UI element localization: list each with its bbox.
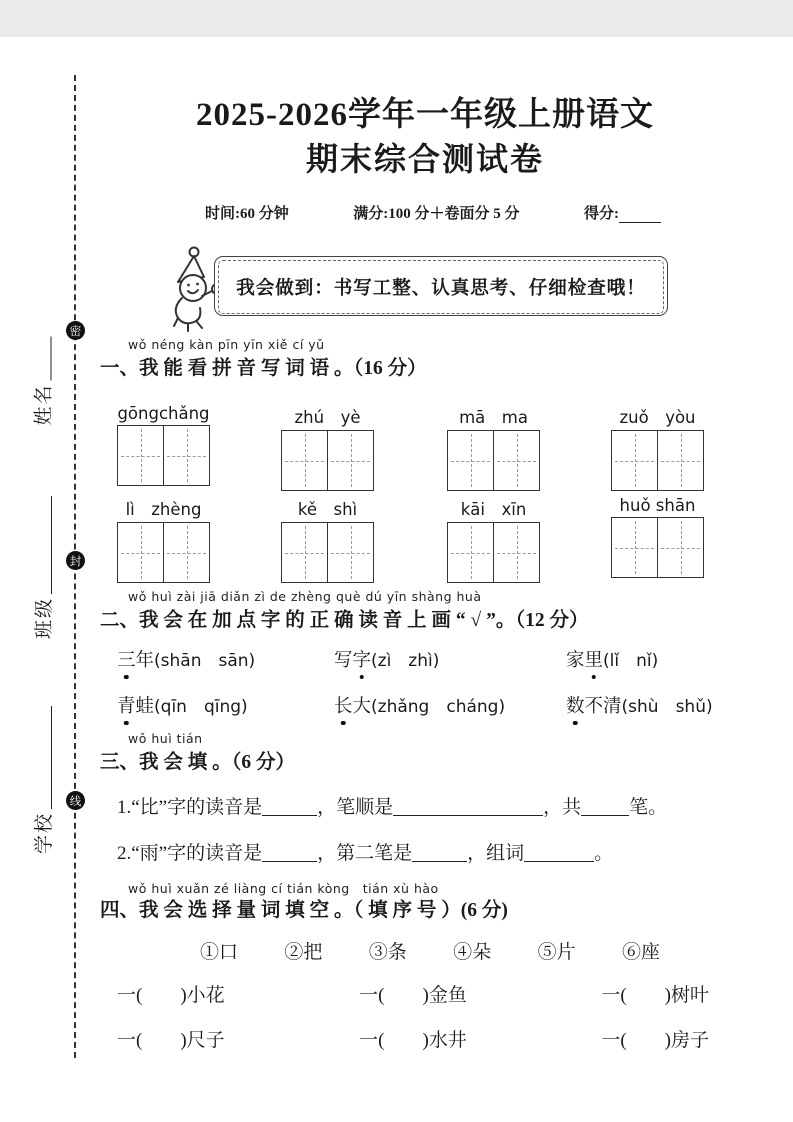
writing-grid[interactable] [447,430,540,491]
pinyin-word-box [281,404,374,491]
answer-blank[interactable] [393,796,543,816]
seal-char-xian: 线 [66,791,85,810]
writing-grid[interactable] [117,425,210,486]
answer-blank[interactable] [524,842,594,862]
seal-char-mi: 密 [66,321,85,340]
pinyin-options: (shān sān) [154,651,256,671]
score-blank[interactable] [619,206,661,223]
score-label: 得分: [584,206,619,222]
pinyin-options: (zì zhì) [371,651,440,671]
school-field [30,706,54,854]
pinyin-label: kāi xīn [460,500,527,519]
measure-word-row [117,980,709,1007]
dotted-char: 青 [117,697,136,717]
pinyin-label: gōngchǎng [117,404,210,423]
page-subtitle: 期末综合测试卷 [305,141,544,177]
option-2: ②把 [284,942,323,963]
name-label: 姓名 [33,383,54,426]
dotted-char: 里 [584,651,604,671]
motto-text: 我会做到：书写工整、认真思考、仔细检查哦！ [218,260,664,314]
measure-word-blank[interactable]: 一( )尺子 [117,1030,225,1051]
pronunciation-item[interactable]: 家里(lǐ nǐ) [566,651,659,671]
option-4: ④朵 [453,942,492,963]
name-blank[interactable] [32,336,51,380]
option-1: ①口 [200,942,239,963]
pinyin-word-box [611,496,704,578]
measure-word-blank[interactable]: 一( )小花 [117,985,225,1006]
pronunciation-item[interactable]: 三年(shān sān) [117,651,256,671]
pronunciation-item[interactable]: 长大(zhǎng cháng) [334,697,506,717]
answer-blank[interactable] [262,842,317,862]
dotted-char: 数 [566,697,585,717]
section4-heading: 四、我 会 选 择 量 词 填 空 。（ 填 序 号 ）(6 分) [100,900,508,921]
pinyin-word-box [117,404,210,486]
writing-grid[interactable] [117,522,210,583]
name-field [30,331,54,426]
answer-blank[interactable] [581,796,629,816]
writing-grid[interactable] [281,430,374,491]
pinyin-word-box [611,404,704,491]
section2-heading: 二、我 会 在 加 点 字 的 正 确 读 音 上 画 “ √ ”。（12 分） [100,610,589,631]
answer-blank[interactable] [412,842,467,862]
pinyin-word-box [447,404,540,491]
section3-pinyin: wǒ huì tián [128,731,203,746]
fill-question-1: 1.“比”字的读音是 ，笔顺是 ，共 笔。 [117,797,668,818]
pinyin-label: zhú yè [294,408,361,427]
pinyin-word-box [117,496,210,583]
measure-word-blank[interactable]: 一( )房子 [601,1030,709,1051]
measure-word-blank[interactable]: 一( )水井 [359,1030,467,1051]
pinyin-label: huǒ shān [619,496,696,515]
scan-edge-band [0,0,793,37]
answer-blank[interactable] [262,796,317,816]
section4-pinyin: wǒ huì xuǎn zé liàng cí tián kòng tián xù hào [128,881,439,896]
option-3: ③条 [368,942,407,963]
measure-word-blank[interactable]: 一( )树叶 [601,985,709,1006]
section2-pinyin: wǒ huì zài jiā diǎn zì de zhèng què dú yīn shàng huà [128,589,482,604]
seal-char-feng: 封 [66,551,85,570]
writing-grid[interactable] [281,522,374,583]
dotted-char: 字 [352,651,372,671]
class-field [30,491,54,639]
pinyin-word-box [447,496,540,583]
pinyin-label: zuǒ yòu [619,408,696,427]
measure-word-row [117,1025,709,1052]
option-5: ⑤片 [537,942,576,963]
pinyin-label: lì zhèng [125,500,202,519]
pronunciation-item[interactable]: 写字(zì zhì) [334,651,440,671]
pinyin-options: (lǐ nǐ) [603,651,659,671]
fill-question-2: 2.“雨”字的读音是 ，第二笔是 ，组词 。 [117,843,614,864]
pinyin-word-box [281,496,374,583]
dotted-char: 三 [117,651,136,671]
measure-word-blank[interactable]: 一( )金鱼 [359,985,467,1006]
motto-box [214,256,668,316]
time-limit: 时间:60 分钟 [205,206,289,222]
class-label: 班级 [33,596,55,639]
pronunciation-item[interactable]: 青蛙(qīn qīng) [117,697,248,717]
option-6: ⑥座 [621,942,660,963]
full-score: 满分:100 分＋卷面分 5 分 [353,206,520,222]
writing-grid[interactable] [611,517,704,578]
section1-heading: 一、我 能 看 拼 音 写 词 语 。（16 分） [100,358,427,379]
score-field [584,202,661,223]
school-label: 学校 [33,811,55,854]
exam-info-row [205,202,661,223]
pronunciation-item[interactable]: 数不清(shù shǔ) [566,697,713,717]
pinyin-label: kě shì [297,500,358,519]
writing-grid[interactable] [611,430,704,491]
pinyin-options: (qīn qīng) [154,697,248,717]
section3-heading: 三、我 会 填 。（6 分） [100,752,296,773]
writing-grid[interactable] [447,522,540,583]
page-title: 2025-2026学年一年级上册语文 [196,97,654,133]
class-blank[interactable] [33,496,52,594]
measure-word-options [200,937,660,964]
section1-pinyin: wǒ néng kàn pīn yīn xiě cí yǔ [128,337,325,352]
school-blank[interactable] [33,706,52,809]
pinyin-label: mā ma [459,408,528,427]
pinyin-options: (zhǎng cháng) [371,697,506,717]
dotted-char: 长 [334,697,353,717]
pinyin-options: (shù shǔ) [621,697,713,717]
